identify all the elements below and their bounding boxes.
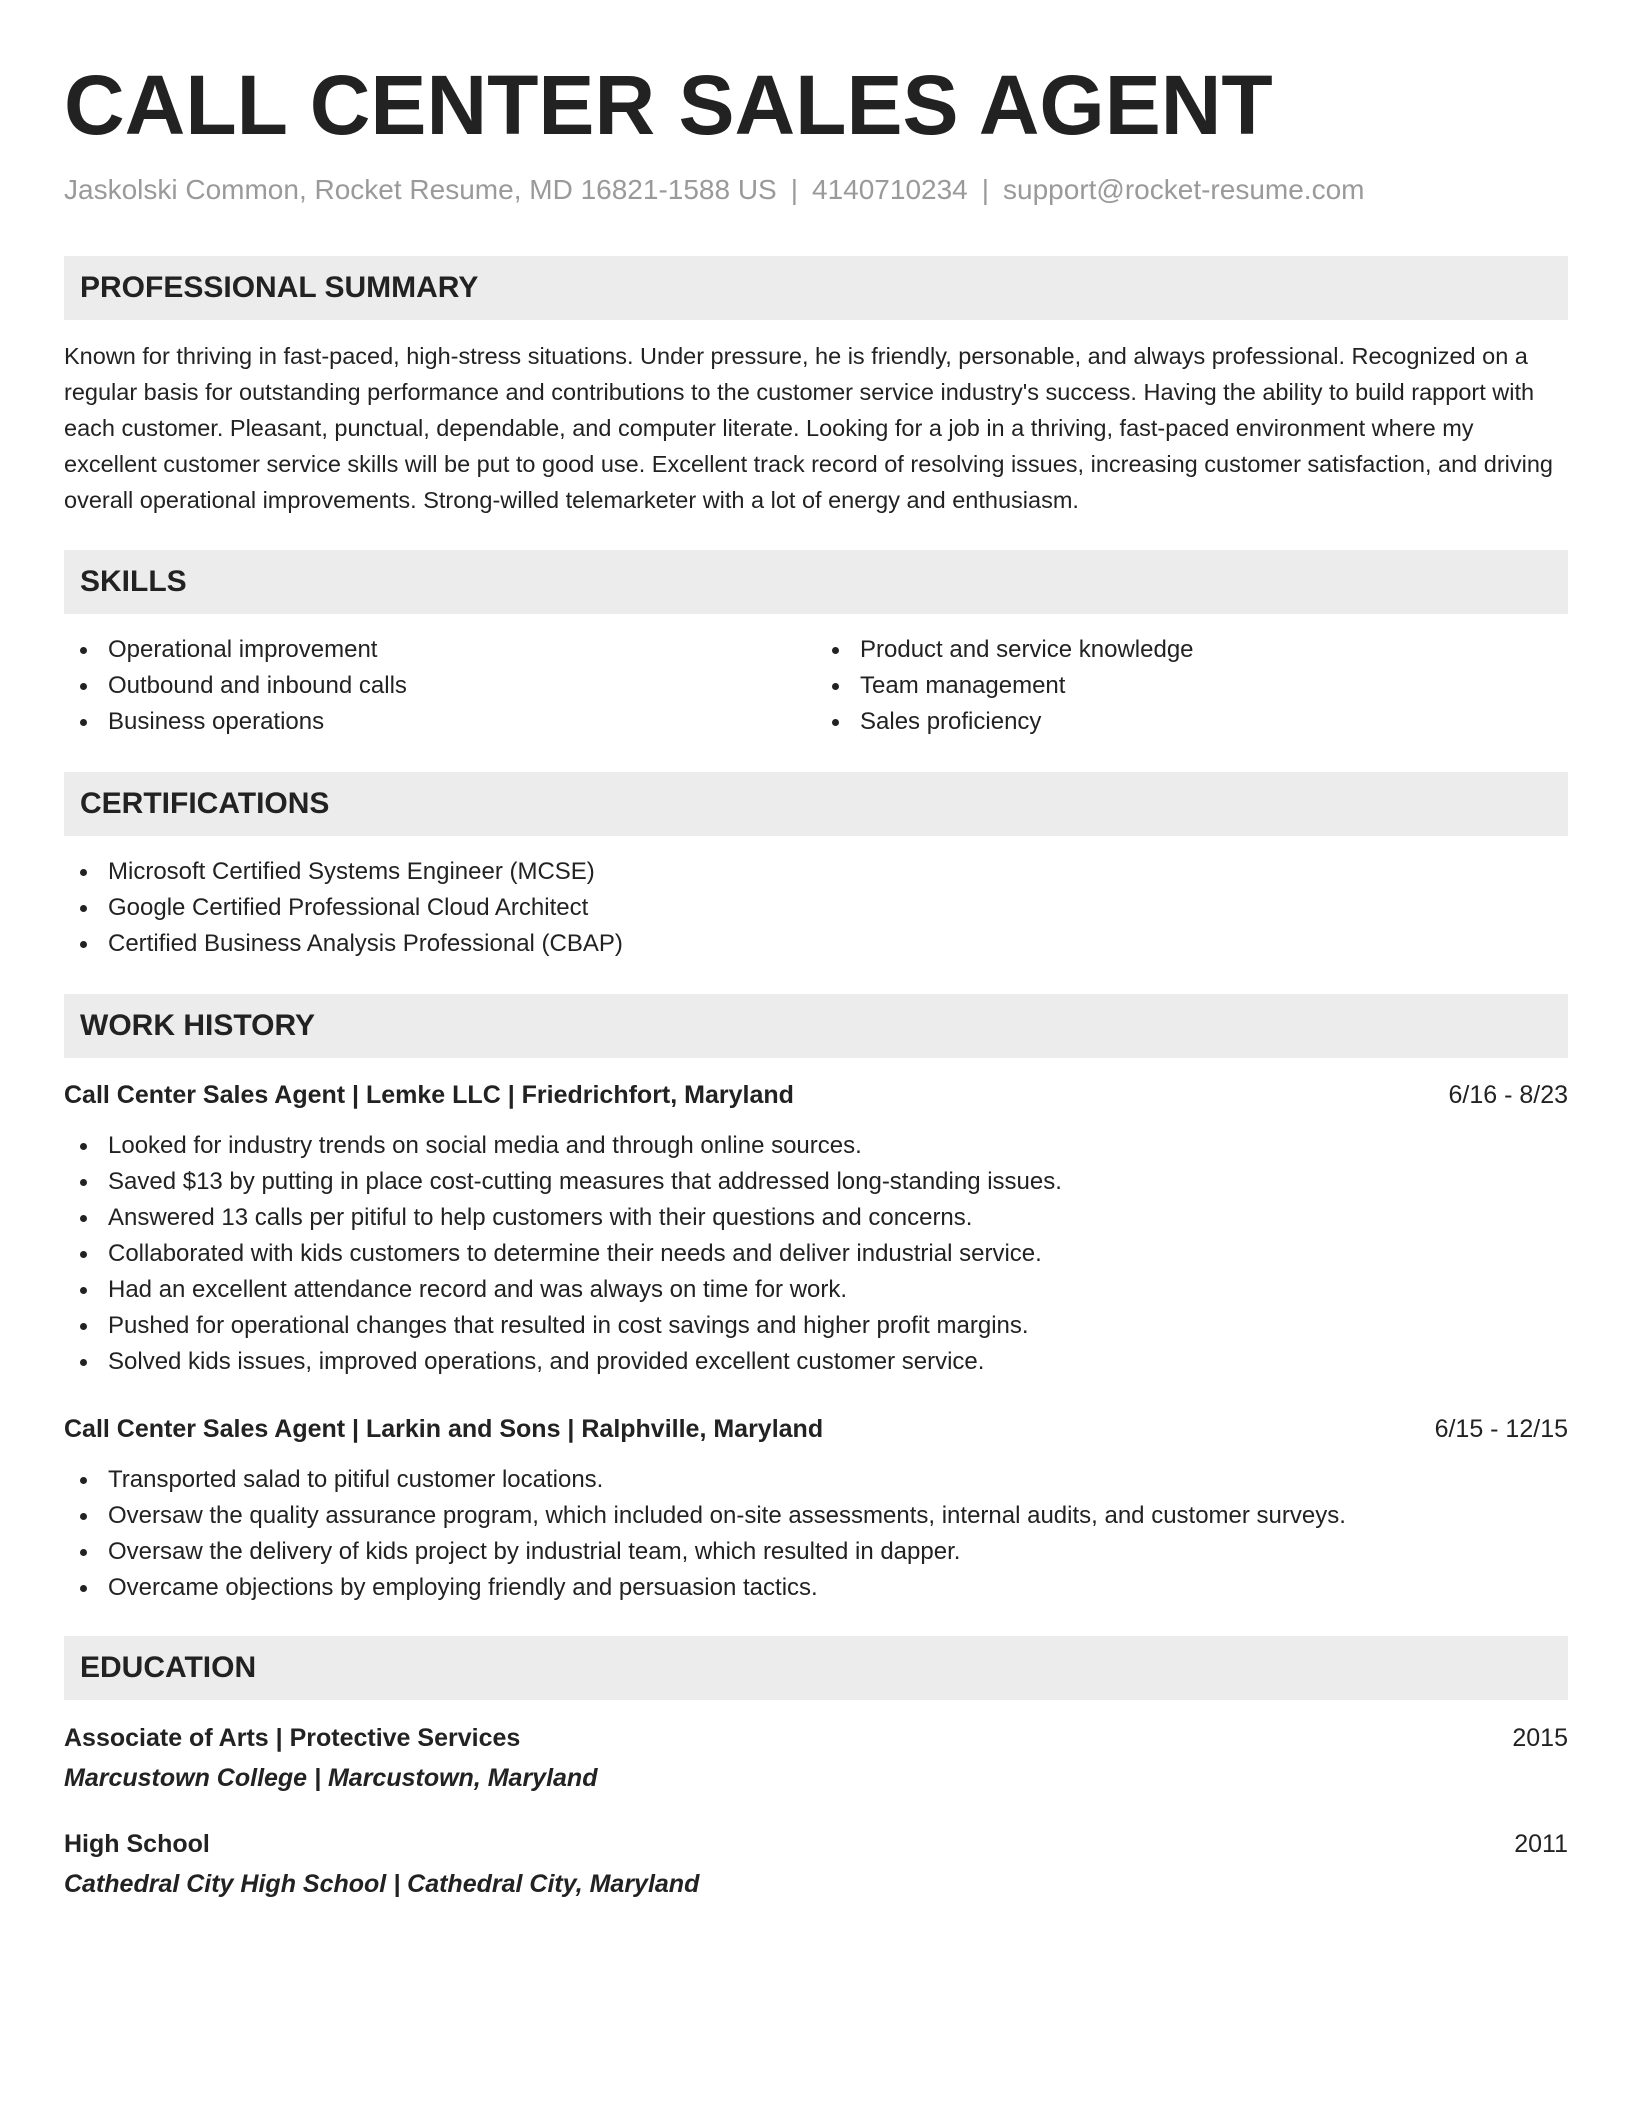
skills-list-left <box>64 632 816 740</box>
job-title: Call Center Sales Agent | Larkin and Sons | Ralphville, Maryland <box>64 1415 824 1443</box>
education-school: Cathedral City High School | Cathedral City, Maryland <box>64 1870 700 1898</box>
skills-grid <box>64 632 1568 740</box>
work-history-section <box>64 994 1568 1606</box>
skills-section <box>64 550 1568 740</box>
contact-email: support@rocket-resume.com <box>1003 174 1365 205</box>
summary-section <box>64 256 1568 518</box>
education-degree: High School <box>64 1830 210 1858</box>
skill-item: Team management <box>816 668 1568 704</box>
certification-item: Certified Business Analysis Professional (CBAP) <box>64 926 1568 962</box>
education-header <box>64 1718 1568 1758</box>
job-bullet: Collaborated with kids customers to determine their needs and deliver industrial service. <box>64 1236 1568 1272</box>
job-bullet: Saved $13 by putting in place cost-cutting measures that addressed long-standing issues. <box>64 1164 1568 1200</box>
education-header <box>64 1824 1568 1864</box>
education-year: 2015 <box>1512 1724 1568 1752</box>
skills-list-right <box>816 632 1568 740</box>
contact-separator: | <box>790 174 799 205</box>
education-degree: Associate of Arts | Protective Services <box>64 1724 521 1752</box>
education-heading: EDUCATION <box>64 1636 1568 1700</box>
job-bullets <box>64 1462 1568 1606</box>
job-bullets <box>64 1128 1568 1380</box>
work-history-heading: WORK HISTORY <box>64 994 1568 1058</box>
contact-separator: | <box>981 174 990 205</box>
job-title: Call Center Sales Agent | Lemke LLC | Friedrichfort, Maryland <box>64 1081 794 1109</box>
skill-item: Outbound and inbound calls <box>64 668 816 704</box>
summary-heading: PROFESSIONAL SUMMARY <box>64 256 1568 320</box>
skill-item: Operational improvement <box>64 632 816 668</box>
education-entry <box>64 1718 1568 1798</box>
certification-item: Microsoft Certified Systems Engineer (MCSE) <box>64 854 1568 890</box>
education-school: Marcustown College | Marcustown, Maryland <box>64 1764 598 1792</box>
contact-address: Jaskolski Common, Rocket Resume, MD 16821-1588 US <box>64 174 777 205</box>
job-header <box>64 1076 1568 1114</box>
job-header <box>64 1410 1568 1448</box>
job-bullet: Solved kids issues, improved operations, and provided excellent customer service. <box>64 1344 1568 1380</box>
job-entry <box>64 1076 1568 1380</box>
certifications-section <box>64 772 1568 962</box>
certifications-heading: CERTIFICATIONS <box>64 772 1568 836</box>
job-bullet: Oversaw the quality assurance program, which included on-site assessments, internal audits, and customer surveys. <box>64 1498 1568 1534</box>
job-bullet: Looked for industry trends on social media and through online sources. <box>64 1128 1568 1164</box>
summary-text: Known for thriving in fast-paced, high-stress situations. Under pressure, he is friendly, personable, and always professional. Recognized on a regular basis for outstanding performance and contributions to the customer service industry's success. Having the ability to build rapport with each customer. Pleasant, punctual, dependable, and computer literate. Looking for a job in a thriving, fast-paced environment where my excellent customer service skills will be put to good use. Excellent track record of resolving issues, increasing customer satisfaction, and driving overall operational improvements. Strong-willed telemarketer with a lot of energy and enthusiasm. <box>64 343 1554 513</box>
skill-item: Sales proficiency <box>816 704 1568 740</box>
job-entry <box>64 1410 1568 1606</box>
contact-line <box>64 172 1568 208</box>
job-bullet: Pushed for operational changes that resulted in cost savings and higher profit margins. <box>64 1308 1568 1344</box>
skills-heading: SKILLS <box>64 550 1568 614</box>
education-entry <box>64 1824 1568 1904</box>
education-section <box>64 1636 1568 1904</box>
job-bullet: Had an excellent attendance record and was always on time for work. <box>64 1272 1568 1308</box>
certification-item: Google Certified Professional Cloud Architect <box>64 890 1568 926</box>
skill-item: Product and service knowledge <box>816 632 1568 668</box>
job-dates: 6/15 - 12/15 <box>1434 1415 1568 1443</box>
education-year: 2011 <box>1514 1830 1568 1858</box>
job-bullet: Overcame objections by employing friendly and persuasion tactics. <box>64 1570 1568 1606</box>
job-bullet: Answered 13 calls per pitiful to help customers with their questions and concerns. <box>64 1200 1568 1236</box>
skill-item: Business operations <box>64 704 816 740</box>
job-bullet: Oversaw the delivery of kids project by industrial team, which resulted in dapper. <box>64 1534 1568 1570</box>
certifications-list <box>64 854 1568 962</box>
contact-phone: 4140710234 <box>812 174 968 205</box>
candidate-name: CALL CENTER SALES AGENT <box>64 58 1273 152</box>
job-dates: 6/16 - 8/23 <box>1448 1081 1568 1109</box>
job-bullet: Transported salad to pitiful customer locations. <box>64 1462 1568 1498</box>
